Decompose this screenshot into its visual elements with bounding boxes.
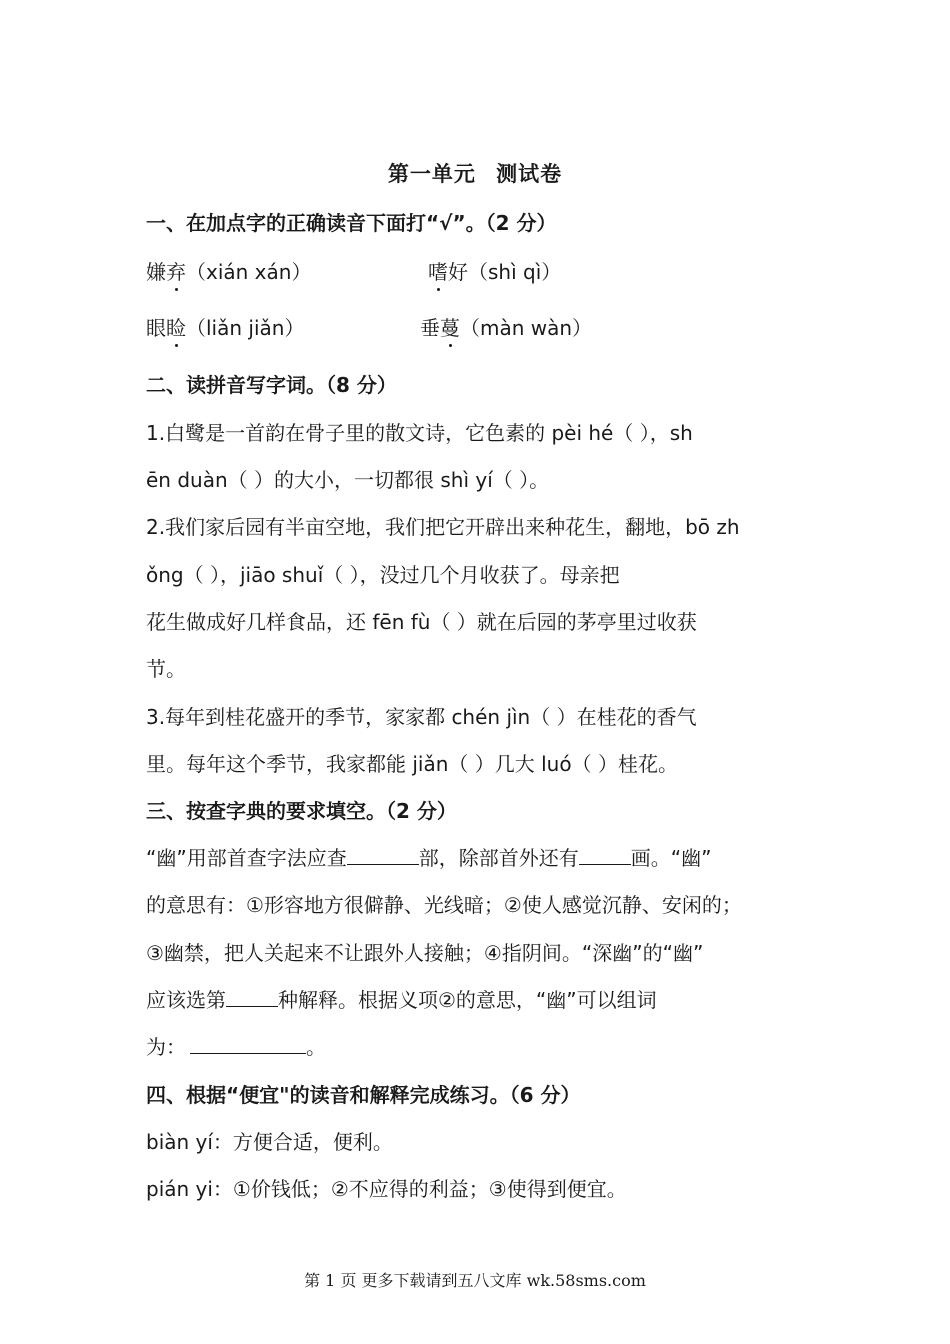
word-char: 好 [448, 260, 468, 284]
q2-line-6: 节。 [146, 657, 186, 681]
q3-line-4 [146, 984, 657, 1013]
q2-line-1: 1.白鹭是一首韵在骨子里的散文诗，它色素的 pèi hé（ ），sh [146, 421, 693, 445]
q2-line-8: 里。每年这个季节，我家都能 jiǎn（ ）几大 luó（ ）桂花。 [146, 752, 678, 776]
q2-line-5: 花生做成好几样食品，还 fēn fù（ ）就在后园的茅亭里过收获 [146, 610, 697, 634]
q3-heading: 三、按查字典的要求填空。（2 分） [146, 799, 457, 823]
title-main: 第一单元 [387, 162, 476, 186]
dotted-char: 嗜 [428, 256, 448, 285]
dotted-char: 蔓 [440, 312, 460, 341]
word-char: 嫌 [146, 260, 166, 284]
dotted-char: 弃 [166, 256, 186, 285]
q4-line-2: pián yi：①价钱低；②不应得的利益；③使得到便宜。 [146, 1177, 627, 1201]
q3-text: 种解释。根据义项②的意思，“幽”可以组词 [278, 988, 657, 1012]
q1-word-2 [428, 256, 561, 285]
q3-text: “幽”用部首查字法应查 [146, 846, 347, 870]
word-char: 眼 [146, 316, 166, 340]
word-pinyin: （màn wàn） [460, 316, 593, 340]
word-pinyin: （liǎn jiǎn） [186, 316, 305, 340]
answer-blank[interactable] [226, 988, 278, 1007]
title-sub: 测试卷 [496, 162, 563, 186]
q3-line-3: ③幽禁，把人关起来不让跟外人接触；④指阴间。“深幽”的“幽” [146, 941, 704, 965]
q4-line-1: biàn yí：方便合适，便利。 [146, 1130, 393, 1154]
answer-blank[interactable] [579, 846, 631, 865]
q2-line-7: 3.每年到桂花盛开的季节，家家都 chén jìn（ ）在桂花的香气 [146, 705, 697, 729]
q4-heading: 四、根据“便宜"的读音和解释完成练习。（6 分） [146, 1083, 581, 1107]
page-footer: 第 1 页 更多下载请到五八文库 wk.58sms.com [304, 1271, 646, 1290]
q3-line-1 [146, 842, 711, 871]
q1-word-3 [146, 312, 304, 341]
q3-text: 为： [146, 1035, 186, 1059]
page-title [0, 158, 950, 188]
q2-line-3: 2.我们家后园有半亩空地，我们把它开辟出来种花生，翻地，bō zh [146, 515, 740, 539]
q3-line-5 [146, 1031, 326, 1060]
q3-text: 部，除部首外还有 [418, 846, 579, 870]
q1-heading: 一、在加点字的正确读音下面打“√”。（2 分） [146, 211, 557, 235]
q1-word-1 [146, 256, 311, 285]
q2-heading: 二、读拼音写字词。（8 分） [146, 373, 397, 397]
q2-line-4: ǒng（ ），jiāo shuǐ（ ），没过几个月收获了。母亲把 [146, 563, 620, 587]
dotted-char: 睑 [166, 312, 186, 341]
answer-blank[interactable] [190, 1035, 306, 1054]
q3-text: 应该选第 [146, 988, 226, 1012]
q2-line-2: ēn duàn（ ）的大小，一切都很 shì yí（ ）。 [146, 468, 550, 492]
word-pinyin: （xián xán） [186, 260, 312, 284]
word-pinyin: （shì qì） [468, 260, 562, 284]
q3-text: 画。“幽” [630, 846, 712, 870]
q3-text: 。 [306, 1035, 326, 1059]
q1-word-4 [420, 312, 592, 341]
word-char: 垂 [420, 316, 440, 340]
q3-line-2: 的意思有：①形容地方很僻静、光线暗；②使人感觉沉静、安闲的； [146, 893, 742, 917]
answer-blank[interactable] [347, 846, 419, 865]
